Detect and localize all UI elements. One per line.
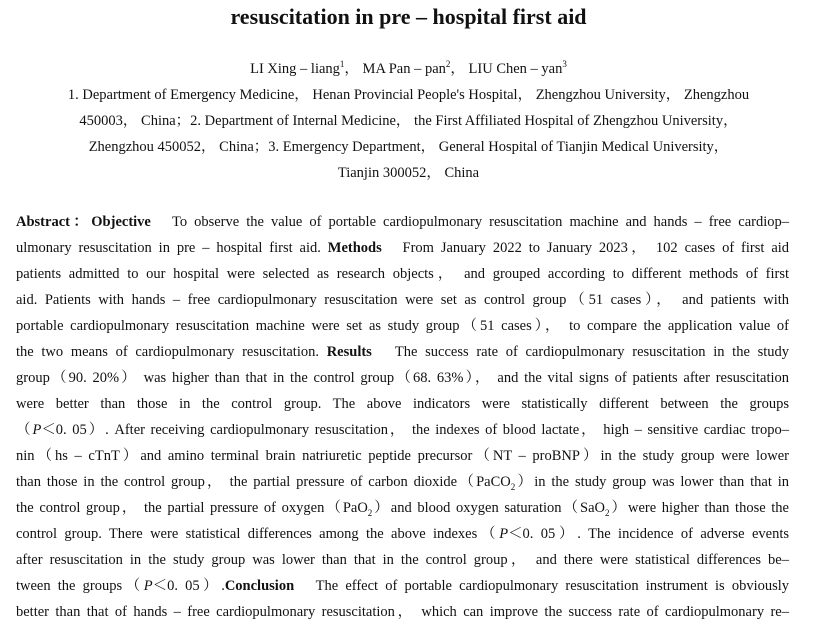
author-1: LI Xing – liang <box>250 61 340 77</box>
abstract-line <box>16 419 789 441</box>
author-2: MA Pan – pan <box>362 61 446 77</box>
abstract-text: The success rate of cardiopulmonary resuscitation in the study <box>394 344 790 360</box>
abstract-label: Abstract： <box>16 214 92 230</box>
abstract-line <box>16 575 789 597</box>
affiliation-line: Tianjin 300052， China <box>337 165 480 181</box>
abstract-text: ＜0. 05）. <box>152 578 225 594</box>
p-value-symbol: P <box>143 578 153 594</box>
abstract-text: the control group， the partial pressure of oxygen（PaO <box>16 500 368 516</box>
abstract-line: were better than those in the control group. The above indicators were statistically different between the groups <box>16 396 789 412</box>
results-label: Results <box>326 344 372 360</box>
abstract-text: The effect of portable cardiopulmonary resuscitation instrument is obviously <box>315 578 790 594</box>
conclusion-label: Conclusion <box>224 578 295 594</box>
abstract-text: To observe the value of portable cardiopulmonary resuscitation machine and hands – free cardiop– <box>171 214 789 230</box>
author-3-affiliation-mark: 3 <box>562 59 567 70</box>
affiliation-line: Zhengzhou 450052， China；3. Emergency Department， General Hospital of Tianjin Medical University， <box>88 139 729 155</box>
abstract-text: tween the groups（ <box>16 578 144 594</box>
affiliation-line: 1. Department of Emergency Medicine， Henan Provincial People's Hospital， Zhengzhou University， Zhengzhou <box>67 87 750 103</box>
abstract-line <box>16 471 789 493</box>
subscript: 2 <box>604 507 610 518</box>
abstract-text: ulmonary resuscitation in pre – hospital first aid. <box>16 240 321 256</box>
abstract-line <box>16 341 789 363</box>
abstract-line: aid. Patients with hands – free cardiopulmonary resuscitation were set as control group（51 cases）， and patients with <box>16 292 789 308</box>
abstract-text: From January 2022 to January 2023， 102 cases of first aid <box>402 240 790 256</box>
abstract-text: ＜0. 05）. After receiving cardiopulmonary resuscitation， the indexes of blood lactate， high – sensitive cardiac tropo– <box>41 422 789 438</box>
abstract-text: ＜0. 05）. The incidence of adverse events <box>508 526 789 542</box>
abstract-text: control group. There were statistical differences among the above indexes（ <box>16 526 500 542</box>
author-1-affiliation-mark: 1 <box>339 59 345 70</box>
abstract-text: than those in the control group， the partial pressure of carbon dioxide（PaCO <box>16 474 511 490</box>
subscript: 2 <box>367 507 373 518</box>
p-value-symbol: P <box>499 526 509 542</box>
abstract-line <box>16 237 789 259</box>
methods-label: Methods <box>327 240 382 256</box>
author-2-affiliation-mark: 2 <box>445 59 451 70</box>
abstract-text: ）and blood oxygen saturation（SaO <box>372 500 605 516</box>
abstract-line: better than that of hands – free cardiopulmonary resuscitation， which can improve the success rate of cardiopulmonary re– <box>16 604 789 620</box>
subscript: 2 <box>510 481 516 492</box>
abstract-text: the two means of cardiopulmonary resuscitation. <box>16 344 319 360</box>
abstract-text: （ <box>16 422 33 438</box>
author-list: LI Xing – liang$^1$， MA Pan – pan$^2$， LIU Chen – yan$^3$ <box>250 59 567 77</box>
p-value-symbol: P <box>32 422 42 438</box>
abstract-line: after resuscitation in the study group was lower than that in the control group， and there were statistical differences be– <box>16 552 789 568</box>
abstract-line <box>16 523 789 545</box>
affiliation-line: 450003， China；2. Department of Internal Medicine， the First Affiliated Hospital of Zhengzhou University， <box>79 113 738 129</box>
abstract-line: patients admitted to our hospital were selected as research objects， and grouped according to different methods of first <box>16 266 789 282</box>
abstract-text: ）were higher than those the <box>609 500 789 516</box>
abstract-line: portable cardiopulmonary resuscitation machine were set as study group（51 cases）， to compare the application value of <box>16 318 789 334</box>
abstract-line: nin（hs – cTnT）and amino terminal brain natriuretic peptide precursor（NT – proBNP）in the study group were lower <box>16 448 789 464</box>
abstract-line <box>16 211 789 233</box>
paper-title: resuscitation in pre – hospital first aid <box>230 4 587 29</box>
author-3: LIU Chen – yan <box>468 61 563 77</box>
objective-label: Objective <box>91 214 151 230</box>
abstract-text: ）in the study group was lower than that in <box>515 474 789 490</box>
abstract-line: group（90. 20%） was higher than that in the control group（68. 63%）， and the vital signs of patients after resuscitation <box>16 370 789 386</box>
abstract-line <box>16 497 789 519</box>
